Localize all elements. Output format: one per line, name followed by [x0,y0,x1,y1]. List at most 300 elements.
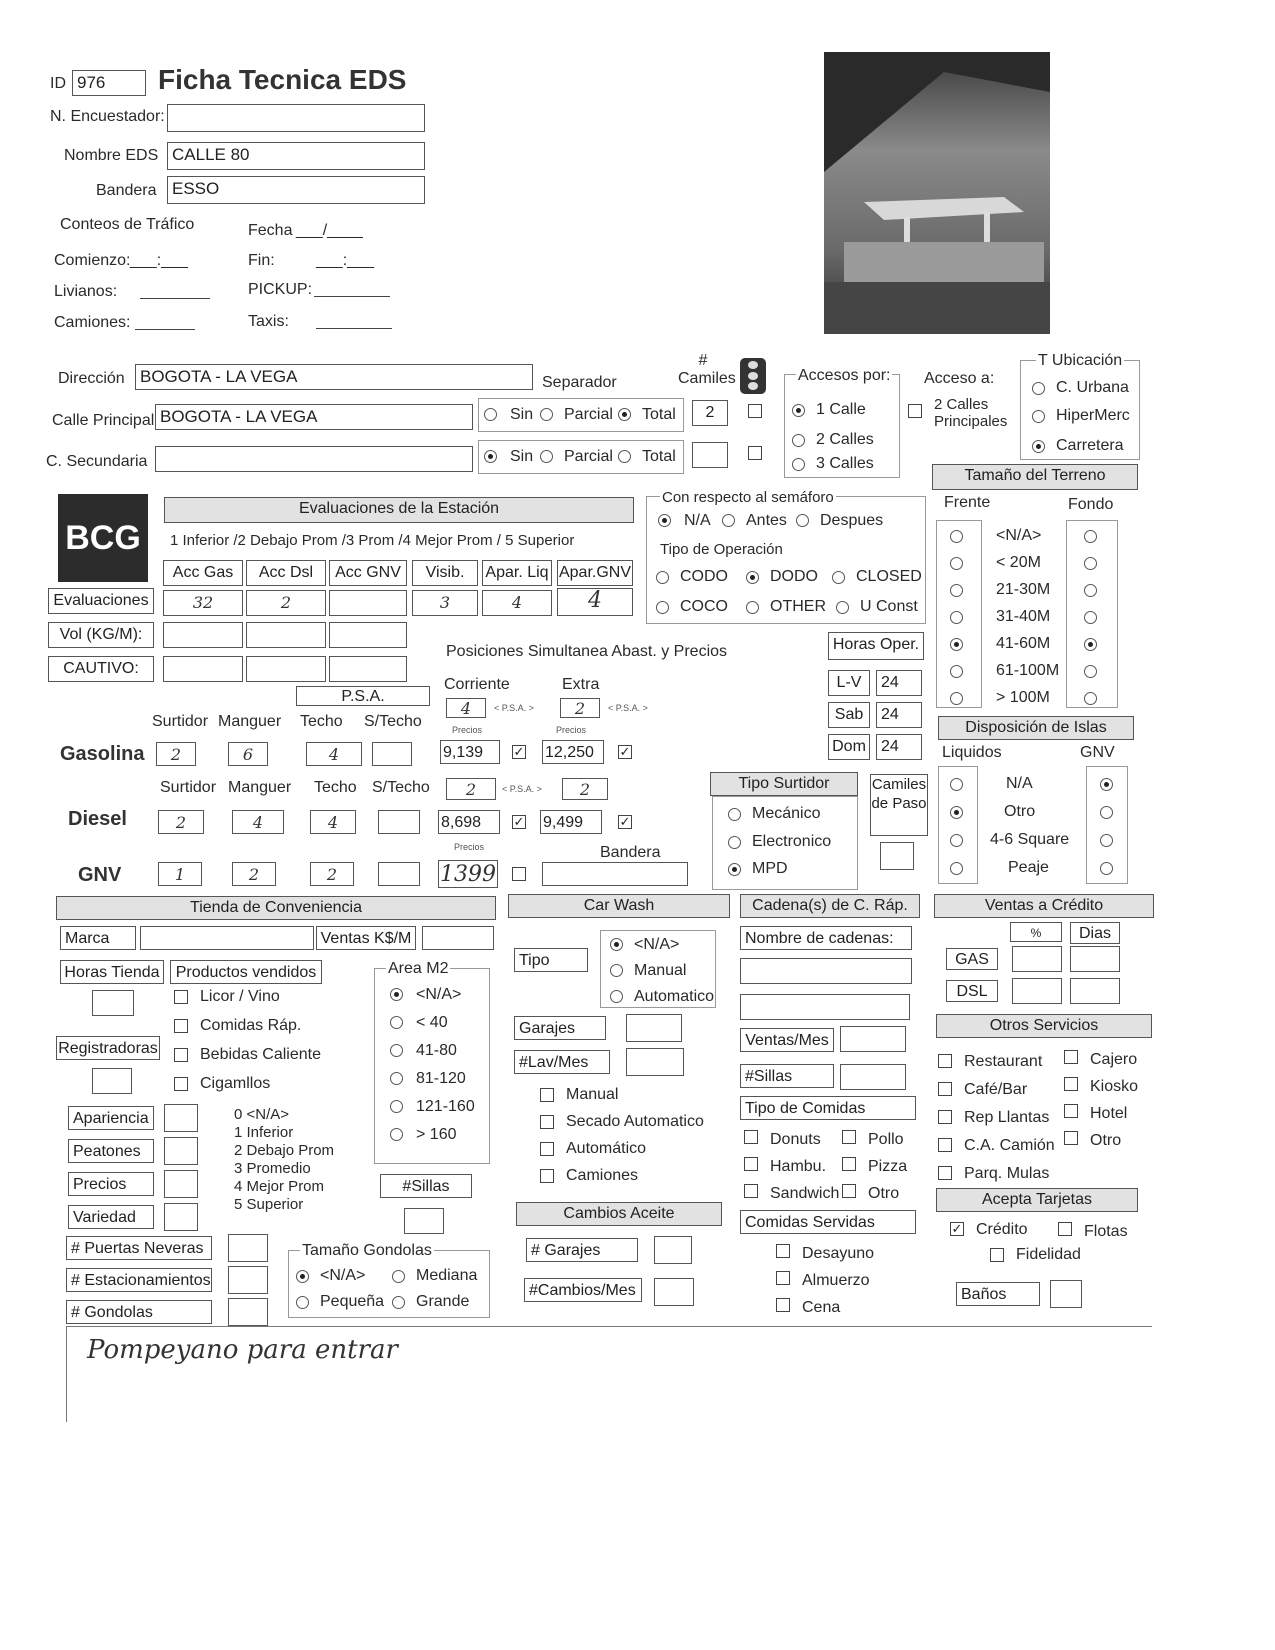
carwash-garajes-label: Garajes [514,1016,606,1040]
tienda-count-label-1: # Estacionamientos [66,1268,212,1292]
terreno-fondo-radio-5[interactable] [1084,665,1097,678]
islas-liq-radio-3[interactable] [950,862,963,875]
conteos-title: Conteos de Tráfico [60,216,195,233]
comida-check-3[interactable] [842,1157,856,1171]
dsl-precio2-check[interactable]: ✓ [619,814,631,829]
tarjetas-flotas-check[interactable] [1058,1222,1072,1236]
servida-label-2: Cena [802,1299,841,1316]
terreno-frente-radio-0[interactable] [950,530,963,543]
gas-surtidor-label: Surtidor [152,713,209,730]
carwash-check-label-1: Secado Automatico [566,1113,704,1130]
servida-check-0[interactable] [776,1244,790,1258]
islas-gnv-radio-1[interactable] [1100,806,1113,819]
op-closed-label: CLOSED [856,568,922,585]
terreno-option-label-4: 41-60M [996,635,1051,652]
terreno-frente-radio-3[interactable] [950,611,963,624]
otros-right-check-0[interactable] [1064,1050,1078,1064]
carwash-automatico-label: Automatico [634,988,715,1005]
acceso-2calles-check[interactable] [908,404,922,418]
encuestador-field[interactable] [167,104,425,132]
separador-label: Separador [542,374,617,391]
sep-principal-parcial-radio[interactable] [540,408,553,421]
bandera-gnv-field[interactable] [542,862,688,886]
dsl-psa1-field[interactable]: 2 [446,778,496,800]
vol-gas-field[interactable] [163,622,243,648]
tienda-sillas-label: #Sillas [380,1174,472,1198]
terreno-frente-radio-6[interactable] [950,692,963,705]
comida-label-1: Pollo [868,1131,904,1148]
otros-right-check-3[interactable] [1064,1131,1078,1145]
credito-header: Ventas a Crédito [934,894,1154,918]
camiles-label: # Camiles [678,352,736,387]
carwash-manual-label: Manual [634,962,687,979]
tienda-marca-label: Marca [60,926,136,950]
carwash-check-1[interactable] [540,1115,554,1129]
gas-manguer-field[interactable]: 6 [228,742,268,766]
cadenas-nombre-label: Nombre de cadenas: [740,926,912,950]
sep-secundaria-parcial-radio[interactable] [540,450,553,463]
otros-right-label-1: Kiosko [1090,1078,1139,1095]
nombre-eds-label: Nombre EDS [64,147,159,164]
carwash-manual-radio[interactable] [610,964,623,977]
gas-corriente-check[interactable]: ✓ [513,744,525,759]
credito-dsl-dias-field[interactable] [1070,978,1120,1004]
accesos-1-label: 1 Calle [816,401,866,418]
otros-left-check-1[interactable] [938,1082,952,1096]
op-uconst-radio[interactable] [836,601,849,614]
tienda-scale-item-3: 3 Promedio [234,1160,311,1177]
psa-header: P.S.A. [296,686,430,706]
islas-liq-radio-0[interactable] [950,778,963,791]
comida-check-1[interactable] [842,1130,856,1144]
otros-left-label-3: C.A. Camión [964,1137,1055,1154]
op-codo-radio[interactable] [656,571,669,584]
corriente-label: Corriente [444,676,510,693]
surtidor-mecanico-radio[interactable] [728,808,741,821]
gas-precio-extra-field[interactable]: 12,250 [542,740,604,764]
area-option-label-1: < 40 [416,1014,448,1031]
eval-apar-liq-field[interactable]: 4 [482,590,552,616]
surtidor-electronico-radio[interactable] [728,836,741,849]
tienda-eval-label-3: Variedad [68,1205,154,1229]
comida-label-3: Pizza [868,1158,908,1175]
registradoras-field[interactable] [92,1068,132,1094]
producto-check-2[interactable] [174,1048,188,1062]
posiciones-title: Posiciones Simultanea Abast. y Precios [446,643,728,660]
terreno-fondo-radio-6[interactable] [1084,692,1097,705]
horas-sab-label: Sab [828,702,870,728]
sep-total-label-2: Total [642,448,676,465]
terreno-header: Tamaño del Terreno [932,464,1138,490]
surtidor-mpd-label: MPD [752,860,788,877]
gnv-stecho-field[interactable] [378,862,420,886]
camiones-line[interactable] [135,329,195,330]
producto-check-0[interactable] [174,990,188,1004]
credito-pct-label: % [1010,922,1062,942]
semaforo-secundaria-check[interactable] [748,446,762,460]
nombre-eds-field[interactable]: CALLE 80 [167,142,425,170]
area-radio-1[interactable] [390,1016,403,1029]
comida-label-5: Otro [868,1185,900,1202]
horas-tienda-label: Horas Tienda [60,960,164,984]
tienda-marca-field[interactable] [140,926,314,950]
area-radio-0[interactable] [390,988,403,1001]
tienda-ventas-label: Ventas K$/M [316,926,416,950]
camiles-paso-field[interactable] [880,842,914,870]
comienzo-label: Comienzo: [54,252,131,269]
evaluaciones-scale: 1 Inferior /2 Debajo Prom /3 Prom /4 Mejor Prom / 5 Superior [170,532,575,549]
carwash-na-label: <N/A> [634,936,680,953]
dsl-psa2-field[interactable]: 2 [562,778,608,800]
carwash-header: Car Wash [508,894,730,918]
cadenas-nombre-field-2[interactable] [740,994,910,1020]
carwash-check-3[interactable] [540,1169,554,1183]
tienda-count-field-2[interactable] [228,1298,268,1326]
dsl-precio1-check[interactable]: ✓ [513,814,525,829]
tienda-sillas-field[interactable] [404,1208,444,1234]
op-dodo-radio[interactable] [746,571,759,584]
otros-right-label-2: Hotel [1090,1105,1128,1122]
gas-corriente-psa-field[interactable]: 4 [446,698,486,718]
camiles-secundaria-field[interactable] [692,442,728,468]
cadenas-ventas-field[interactable] [840,1026,906,1052]
otros-right-label-0: Cajero [1090,1051,1138,1068]
islas-gnv-radio-0[interactable] [1100,778,1113,791]
terreno-frente-radio-2[interactable] [950,584,963,597]
islas-liq-radio-2[interactable] [950,834,963,847]
area-option-label-4: 121-160 [416,1098,475,1115]
credito-gas-label: GAS [946,948,998,970]
gas-techo-label: Techo [300,713,343,730]
pickup-line[interactable] [314,296,390,297]
tienda-count-label-2: # Gondolas [66,1300,212,1324]
gas-extra-psa-field[interactable]: 2 [560,698,600,718]
cadenas-ventas-label: Ventas/Mes [740,1028,834,1052]
area-option-label-0: <N/A> [416,986,462,1003]
credito-dsl-label: DSL [946,980,998,1002]
acceso-2calles-label: 2 Calles Principales [934,396,1008,430]
area-radio-3[interactable] [390,1072,403,1085]
producto-check-1[interactable] [174,1019,188,1033]
tienda-eval-field-3[interactable] [164,1203,198,1231]
direccion-label: Dirección [58,370,125,387]
semaforo-antes-radio[interactable] [722,514,735,527]
otros-left-check-4[interactable] [938,1166,952,1180]
terreno-frente-radio-4[interactable] [950,638,963,651]
sep-parcial-label: Parcial [564,406,613,423]
terreno-option-label-5: 61-100M [996,662,1060,679]
gas-stecho-label: S/Techo [364,713,422,730]
otros-left-label-1: Café/Bar [964,1081,1028,1098]
credito-gas-dias-field[interactable] [1070,946,1120,972]
otros-right-check-1[interactable] [1064,1077,1078,1091]
op-closed-radio[interactable] [832,571,845,584]
bandera-field[interactable]: ESSO [167,176,425,204]
area-option-label-5: > 160 [416,1126,457,1143]
tienda-scale-item-2: 2 Debajo Prom [234,1142,335,1159]
producto-label-1: Comidas Ráp. [200,1017,302,1034]
gnv-techo-field[interactable]: 2 [310,862,354,886]
gnv-manguer-field[interactable]: 2 [232,862,276,886]
comida-check-4[interactable] [744,1184,758,1198]
tienda-count-label-0: # Puertas Neveras [66,1236,212,1260]
ubicacion-carretera-radio[interactable] [1032,440,1045,453]
productos-label: Productos vendidos [170,960,322,984]
camiles-principal-field[interactable]: 2 [692,400,728,426]
dsl-precio1-field[interactable]: 8,698 [438,810,500,834]
comida-check-5[interactable] [842,1184,856,1198]
direccion-field[interactable]: BOGOTA - LA VEGA [135,364,533,390]
registradoras-label: Registradoras [56,1036,160,1060]
islas-liq-radio-1[interactable] [950,806,963,819]
tienda-scale-item-4: 4 Mejor Prom [234,1178,325,1195]
psa-small-2: < P.S.A. > [608,703,648,713]
gnv-label: GNV [78,864,122,886]
gondolas-na-label: <N/A> [320,1267,366,1284]
sep-secundaria-sin-radio[interactable] [484,450,497,463]
islas-option-label-3: Peaje [1008,859,1049,876]
otros-left-check-0[interactable] [938,1054,952,1068]
terreno-frente-radio-5[interactable] [950,665,963,678]
aceite-garajes-field[interactable] [654,1236,692,1264]
tienda-header: Tienda de Conveniencia [56,896,496,920]
cadenas-sillas-label: #Sillas [740,1064,834,1088]
carwash-lav-field[interactable] [626,1048,684,1076]
carwash-check-label-0: Manual [566,1086,619,1103]
surtidor-mecanico-label: Mecánico [752,805,821,822]
accesos-2-label: 2 Calles [816,431,874,448]
gas-extra-check[interactable]: ✓ [619,744,631,759]
dsl-manguer-field[interactable]: 4 [232,810,284,834]
horas-sab-field[interactable]: 24 [876,702,922,728]
tarjetas-fidelidad-check[interactable] [990,1248,1004,1262]
carwash-check-label-3: Camiones [566,1167,639,1184]
terreno-fondo-radio-2[interactable] [1084,584,1097,597]
gondolas-mediana-label: Mediana [416,1267,478,1284]
notes-field[interactable] [66,1326,1152,1422]
producto-label-2: Bebidas Caliente [200,1046,321,1063]
gondolas-mediana-radio[interactable] [392,1270,405,1283]
credito-dias-label: Dias [1070,922,1120,944]
terreno-option-label-1: < 20M [996,554,1041,571]
tienda-count-field-1[interactable] [228,1266,268,1294]
acceso-a-label: Acceso a: [924,370,995,387]
op-other-label: OTHER [770,598,826,615]
comidas-servidas-label: Comidas Servidas [740,1210,916,1234]
aceite-garajes-label: # Garajes [526,1238,638,1262]
cautivo-label: CAUTIVO: [48,656,154,682]
sep-principal-sin-radio[interactable] [484,408,497,421]
dsl-surtidor-field[interactable]: 2 [158,810,204,834]
dsl-techo-label: Techo [314,779,357,796]
accesos-3-label: 3 Calles [816,455,874,472]
otros-right-check-2[interactable] [1064,1104,1078,1118]
ubicacion-hipermerc-radio[interactable] [1032,410,1045,423]
semaforo-despues-label: Despues [820,512,884,529]
cautivo-dsl-field[interactable] [246,656,326,682]
eval-apar-gnv-field[interactable]: 4 [557,588,633,616]
vol-dsl-field[interactable] [246,622,326,648]
eval-acc-dsl-field[interactable]: 2 [246,590,326,616]
horas-lv-field[interactable]: 24 [876,670,922,696]
gondolas-pequena-radio[interactable] [296,1296,309,1309]
fecha-value[interactable]: ___/____ [296,222,363,239]
tarjetas-fidelidad-label: Fidelidad [1016,1246,1081,1263]
tienda-ventas-field[interactable] [422,926,494,950]
gnv-precio-field[interactable]: 1399 [440,862,496,887]
encuestador-label: N. Encuestador: [50,108,165,125]
banos-field[interactable] [1050,1280,1082,1308]
carwash-tipo-label: Tipo [514,948,588,972]
tarjetas-flotas-label: Flotas [1084,1223,1128,1240]
col-apar-gnv: Apar.GNV [557,560,633,586]
sep-secundaria-total-radio[interactable] [618,450,631,463]
accesos-label: Accesos por: [798,367,891,384]
gas-surtidor-field[interactable]: 2 [156,742,196,766]
op-other-radio[interactable] [746,601,759,614]
col-acc-gas: Acc Gas [163,560,243,586]
semaforo-despues-radio[interactable] [796,514,809,527]
terreno-frente-label: Frente [944,494,991,511]
dsl-techo-field[interactable]: 4 [310,810,356,834]
tienda-eval-field-2[interactable] [164,1170,198,1198]
comida-label-2: Hambu. [770,1158,827,1175]
eval-acc-gnv-field[interactable] [329,590,407,616]
aceite-cambios-label: #Cambios/Mes [524,1278,642,1302]
servida-check-2[interactable] [776,1298,790,1312]
islas-option-label-2: 4-6 Square [990,831,1070,848]
terreno-frente-radio-1[interactable] [950,557,963,570]
terreno-option-label-2: 21-30M [996,581,1051,598]
ubicacion-carretera-label: Carretera [1056,437,1124,454]
fin-value[interactable]: ___:___ [316,252,374,269]
otros-left-label-0: Restaurant [964,1053,1043,1070]
id-label: ID [50,75,66,92]
taxis-line[interactable] [316,328,392,329]
gondolas-na-radio[interactable] [296,1270,309,1283]
cadenas-nombre-field-1[interactable] [740,958,912,984]
tipo-surtidor-header: Tipo Surtidor [710,772,858,796]
sep-parcial-label-2: Parcial [564,448,613,465]
otros-left-check-2[interactable] [938,1110,952,1124]
producto-check-3[interactable] [174,1077,188,1091]
comida-check-0[interactable] [744,1130,758,1144]
dsl-stecho-field[interactable] [378,810,420,834]
eval-acc-gas-field[interactable]: 32 [163,590,243,616]
calle-principal-field[interactable]: BOGOTA - LA VEGA [155,404,473,430]
op-coco-radio[interactable] [656,601,669,614]
otros-left-label-4: Parq. Mulas [964,1165,1050,1182]
livianos-line[interactable] [140,298,210,299]
tienda-count-field-0[interactable] [228,1234,268,1262]
notes-text: Pompeyano para entrar [87,1335,398,1365]
ubicacion-urbana-radio[interactable] [1032,382,1045,395]
eval-visib-field[interactable]: 3 [412,590,478,616]
area-radio-4[interactable] [390,1100,403,1113]
col-apar-liq: Apar. Liq [482,560,552,586]
terreno-option-label-0: <N/A> [996,527,1042,544]
accesos-3-radio[interactable] [792,458,805,471]
carwash-automatico-radio[interactable] [610,990,623,1003]
aceite-cambios-field[interactable] [654,1278,694,1306]
islas-gnv-radio-2[interactable] [1100,834,1113,847]
vol-gnv-field[interactable] [329,622,407,648]
credito-dsl-pct-field[interactable] [1012,978,1062,1004]
gnv-precio-check[interactable] [512,867,526,881]
dsl-manguer-label: Manguer [228,779,292,796]
tarjetas-credito-check[interactable]: ✓ [951,1221,963,1236]
accesos-1-radio[interactable] [792,404,805,417]
carwash-garajes-field[interactable] [626,1014,682,1042]
gondolas-grande-label: Grande [416,1293,470,1310]
carwash-na-radio[interactable] [610,938,623,951]
area-radio-2[interactable] [390,1044,403,1057]
servida-check-1[interactable] [776,1271,790,1285]
gas-stecho-field[interactable] [372,742,412,766]
terreno-fondo-radio-3[interactable] [1084,611,1097,624]
semaforo-principal-check[interactable] [748,404,762,418]
psa-small-1: < P.S.A. > [494,703,534,713]
surtidor-mpd-radio[interactable] [728,863,741,876]
dsl-precio2-field[interactable]: 9,499 [540,810,602,834]
traffic-light-icon [740,358,766,394]
gnv-surtidor-field[interactable]: 1 [158,862,202,886]
horas-lv-label: L-V [828,670,870,696]
servida-label-1: Almuerzo [802,1272,870,1289]
semaforo-na-radio[interactable] [658,514,671,527]
gondolas-grande-radio[interactable] [392,1296,405,1309]
area-radio-5[interactable] [390,1128,403,1141]
producto-label-3: Cigamllos [200,1075,271,1092]
terreno-fondo-radio-1[interactable] [1084,557,1097,570]
sep-principal-total-radio[interactable] [618,408,631,421]
comienzo-value[interactable]: ___:___ [130,252,188,269]
tarjetas-header: Acepta Tarjetas [936,1188,1138,1212]
carwash-check-2[interactable] [540,1142,554,1156]
horas-dom-field[interactable]: 24 [876,734,922,760]
cautivo-gnv-field[interactable] [329,656,407,682]
bandera-label: Bandera [96,182,157,199]
otros-left-check-3[interactable] [938,1138,952,1152]
terreno-fondo-radio-0[interactable] [1084,530,1097,543]
islas-gnv-radio-3[interactable] [1100,862,1113,875]
tienda-eval-field-0[interactable] [164,1104,198,1132]
terreno-fondo-radio-4[interactable] [1084,638,1097,651]
taxis-label: Taxis: [248,313,289,330]
comida-label-4: Sandwich [770,1185,840,1202]
horas-tienda-field[interactable] [92,990,134,1016]
cautivo-gas-field[interactable] [163,656,243,682]
ubicacion-hipermerc-label: HiperMerc [1056,407,1130,424]
otros-right-label-3: Otro [1090,1132,1122,1149]
gas-techo-field[interactable]: 4 [306,742,362,766]
comida-check-2[interactable] [744,1157,758,1171]
terreno-option-label-3: 31-40M [996,608,1051,625]
cadenas-sillas-field[interactable] [840,1064,906,1090]
tienda-scale-item-0: 0 <N/A> [234,1106,290,1123]
gas-precio-corriente-field[interactable]: 9,139 [440,740,500,764]
c-secundaria-field[interactable] [155,446,473,472]
tienda-scale-item-1: 1 Inferior [234,1124,294,1141]
accesos-2-radio[interactable] [792,434,805,447]
credito-gas-pct-field[interactable] [1012,946,1062,972]
semaforo-label: Con respecto al semáforo [662,489,834,506]
id-field[interactable]: 976 [72,70,146,96]
pickup-label: PICKUP: [248,281,313,298]
tienda-eval-field-1[interactable] [164,1137,198,1165]
islas-option-label-0: N/A [1006,775,1033,792]
carwash-check-0[interactable] [540,1088,554,1102]
